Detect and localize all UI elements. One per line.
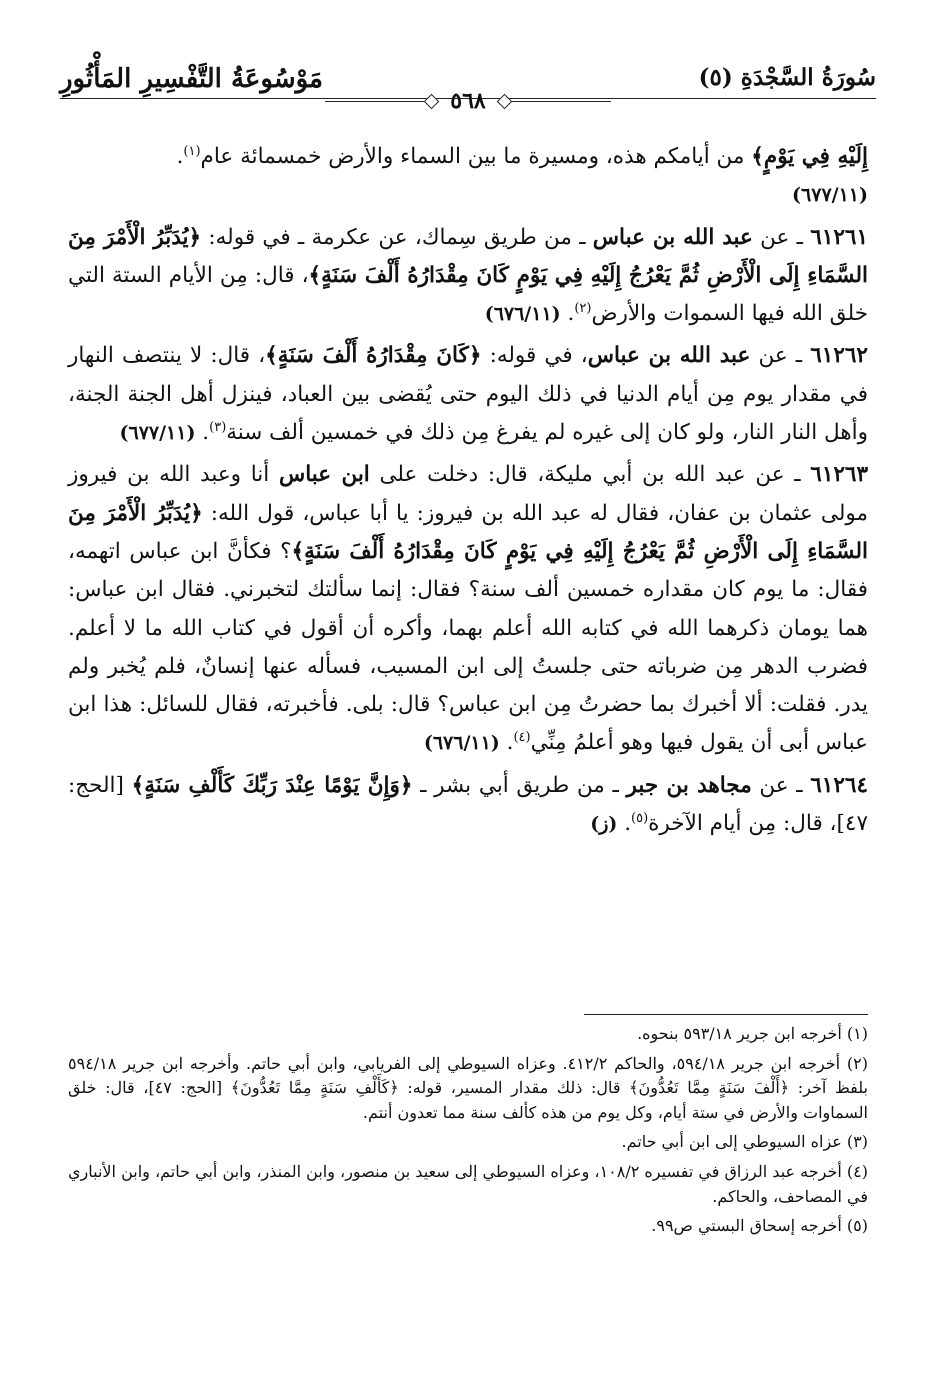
- narration-text: ؟ فكأنَّ ابن عباس اتهمه، فقال: ما يوم كان مقداره خمسين ألف سنة؟ فقال: إنما سألتك لتخبرني. فقال ابن عباس: هما يومان ذكرهما الله في كتابه الله أعلم بهما، وأكره أن أقول في كتاب الله ما لا أعلم. فضرب الدهر مِن ضرباته حتى جلستُ إلى ابن المسيب، فسأله عنها إنسانٌ، فلم يُخبر ولم يدر. فقلت: ألا أخبرك بما حضرتُ مِن ابن عباس؟ قال: بلى. فأخبرته، فقال للسائل: هذا ابن عباس أبى أن يقول فيها وهو أعلمُ مِنِّي: [68, 538, 868, 756]
- ornament-left: [325, 101, 435, 102]
- footnote-2: (٢) أخرجه ابن جرير ٥٩٤/١٨، والحاكم ٤١٢/٢. وعزاه السيوطي إلى الفريابي، وابن أبي حاتم. وأخرجه ابن جرير ٥٩٤/١٨ بلفظ آخر: ﴿أَلْفَ سَنَةٍ مِمَّا تَعُدُّونَ﴾ قال: ذلك مقدار المسير، قوله: ﴿كَأَلْفِ سَنَةٍ مِمَّا تَعُدُّونَ﴾ [الحج: ٤٧]، قال: خلق السماوات والأرض في ستة أيام، وكل يوم من هذه كألف سنة مما تعدون أنتم.: [68, 1053, 869, 1122]
- footnote-5: (٥) أخرجه إسحاق البستي ص٩٩.: [651, 1216, 868, 1236]
- footnote-marker: (٣): [209, 419, 227, 435]
- narration-61261: [68, 219, 868, 334]
- paragraph-tail: .: [176, 144, 184, 169]
- narration-text: ، في قوله:: [481, 343, 588, 369]
- footnote-marker: (١): [183, 143, 201, 159]
- narration-text: ـ من طريق سِماك، عن عكرمة ـ في قوله:: [201, 224, 593, 250]
- narration-text: ـ من طريق أبي بشر ـ: [412, 772, 627, 798]
- volume-reference: (٦٧٦/١١): [423, 732, 500, 755]
- surah-title: سُورَةُ السَّجْدَةِ (٥): [698, 64, 876, 91]
- narration-tail: .: [560, 301, 575, 327]
- volume-reference: (٦٧٦/١١): [484, 303, 561, 326]
- paragraph-text: من أيامكم هذه، ومسيرة ما بين السماء والأرض خمسمائة عام: [200, 144, 752, 169]
- quran-verse: ﴿وَإِنَّ يَوْمًا عِنْدَ رَبِّكَ كَأَلْفِ سَنَةٍ﴾: [131, 772, 413, 798]
- volume-reference: (٦٧٧/١١): [792, 184, 868, 207]
- narration-number: ٦١٢٦١: [810, 224, 869, 250]
- narrator-name: ابن عباس: [278, 462, 370, 488]
- volume-reference: (ز): [590, 813, 618, 836]
- narration-number: ٦١٢٦٤: [810, 772, 868, 798]
- footnote-separator: [584, 1014, 868, 1015]
- narration-text: ـ عن: [750, 343, 811, 369]
- page-number: ٥٦٨: [450, 88, 486, 114]
- footnote-4: (٤) أخرجه عبد الرزاق في تفسيره ١٠٨/٢، وعزاه السيوطي إلى سعيد بن منصور، وابن المنذر، وابن أبي حاتم، وابن الأنباري في المصاحف، والحاكم.: [68, 1161, 868, 1206]
- narration-text: ـ عن عبد الله بن أبي مليكة، قال: دخلت على: [369, 462, 811, 488]
- main-text: [68, 138, 868, 847]
- footnote-3: (٣) عزاه السيوطي إلى ابن أبي حاتم.: [621, 1132, 868, 1152]
- narration-number: ٦١٢٦٢: [810, 343, 868, 369]
- quran-verse: ﴿يُدَبِّرُ الْأَمْرَ مِنَ السَّمَاءِ إِلَى الْأَرْضِ ثُمَّ يَعْرُجُ إِلَيْهِ فِي يَوْمٍ كَانَ مِقْدَارُهُ أَلْفَ سَنَةٍ﴾: [68, 500, 868, 564]
- footnote-marker: (٤): [513, 730, 531, 746]
- narration-text: [الحج: ٤٧]، قال: مِن أيام الآخرة: [68, 772, 868, 837]
- narration-text: ـ عن: [751, 772, 811, 798]
- series-title: مَوْسُوعَةُ التَّفْسِيرِ المَأْثُورِ: [60, 64, 323, 94]
- narration-61263: [68, 456, 868, 762]
- narration-text: ، قال: لا ينتصف النهار في مقدار يوم مِن أيام الدنيا في ذلك اليوم حتى يُقضى بين العباد، فينزل أهل الجنة الجنة، وأهل النار النار، ولو كان إلى غيره لم يفرغ مِن ذلك في خمسين ألف سنة: [68, 343, 868, 446]
- page-number-line: [0, 88, 936, 114]
- footnote-1: (١) أخرجه ابن جرير ٥٩٣/١٨ بنحوه.: [637, 1024, 868, 1043]
- quran-verse: إِلَيْهِ فِي يَوْمٍ﴾: [751, 144, 868, 169]
- narration-tail: .: [617, 811, 632, 837]
- narrator-name: مجاهد بن جبر: [626, 772, 752, 798]
- paragraph-continuation: [68, 138, 868, 215]
- narration-61262: [68, 337, 868, 452]
- footnote-marker: (٥): [631, 810, 649, 826]
- narration-text: أنا وعبد الله بن فيروز مولى عثمان بن عفان، فقال له عبد الله بن فيروز: يا أبا عباس، قول الله:: [68, 462, 868, 526]
- footnotes: [68, 1022, 868, 1244]
- narration-tail: .: [499, 730, 514, 756]
- footnote-marker: (٢): [574, 301, 592, 317]
- narrator-name: عبد الله بن عباس: [587, 343, 751, 369]
- narration-text: ، قال: مِن الأيام الستة التي خلق الله فيها السموات والأرض: [68, 262, 868, 327]
- narration-tail: .: [195, 420, 210, 446]
- narrator-name: عبد الله بن عباس: [592, 224, 753, 250]
- quran-verse: ﴿كَانَ مِقْدَارُهُ أَلْفَ سَنَةٍ﴾: [265, 343, 482, 369]
- ornament-right: [501, 101, 611, 102]
- narration-61264: [68, 767, 868, 844]
- quran-verse: ﴿يُدَبِّرُ الْأَمْرَ مِنَ السَّمَاءِ إِلَى الْأَرْضِ ثُمَّ يَعْرُجُ إِلَيْهِ فِي يَوْمٍ كَانَ مِقْدَارُهُ أَلْفَ سَنَةٍ﴾: [68, 224, 869, 288]
- narration-number: ٦١٢٦٣: [810, 462, 869, 488]
- narration-text: ـ عن: [752, 224, 811, 250]
- volume-reference: (٦٧٧/١١): [119, 422, 196, 445]
